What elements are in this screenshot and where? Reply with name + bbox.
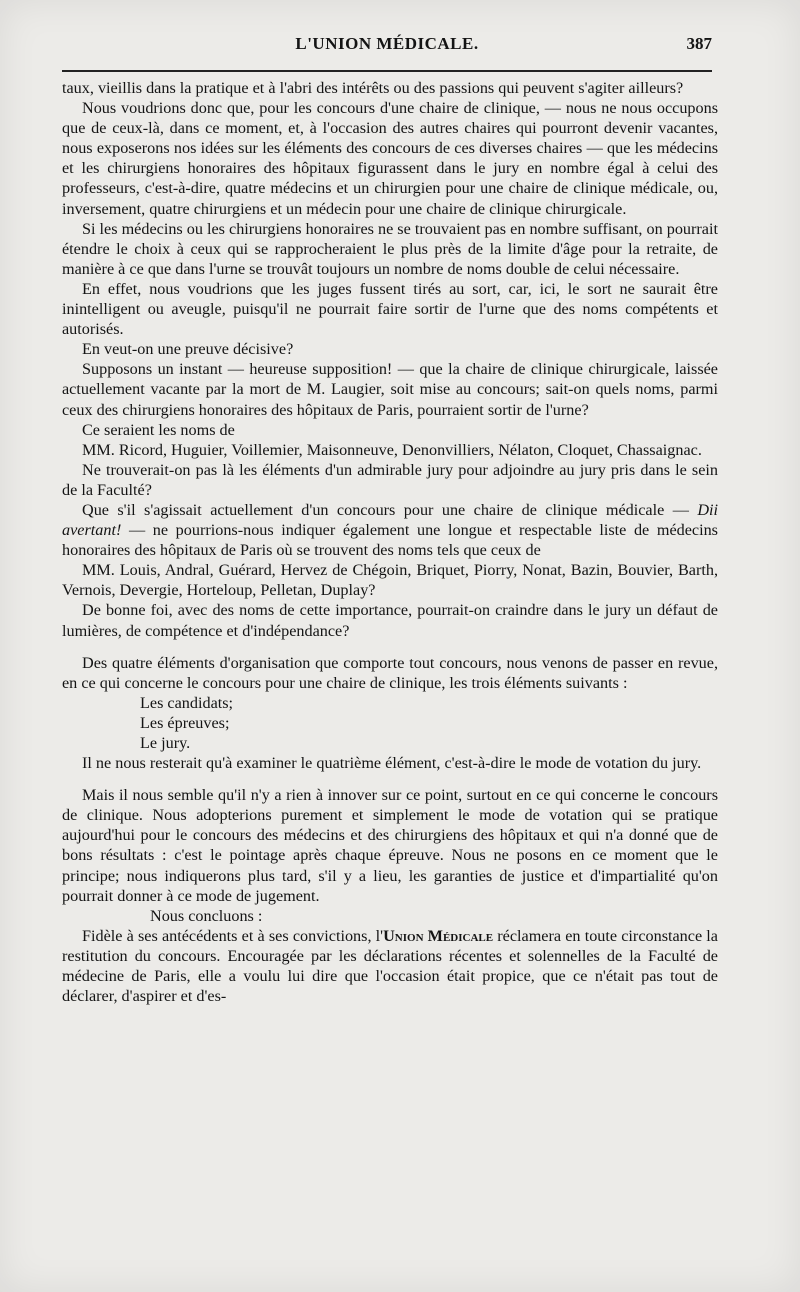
paragraph: Ce seraient les noms de — [82, 420, 235, 439]
paragraph: Mais il nous semble qu'il n'y a rien à innover sur ce point, surtout en ce qui concerne le concours de clinique. Nous adopterions purement et simplement le mode de votation qui se pratique aujourd'hui pour le concours des médecins et des chirurgiens des hôpitaux et qui n'a donné que de bons résultats : c'est le pointage après chaque épreuve. Nous ne posons en ce moment que le principe; nous indiquerons plus tard, s'il y a lieu, les garanties de justice et d'impartialité qu'on pourrait donner à ce mode de jugement. — [62, 786, 718, 905]
paragraph — [62, 500, 718, 560]
paragraph: En veut-on une preuve décisive? — [82, 340, 294, 359]
paragraph: Si les médecins ou les chirurgiens honoraires ne se trouvaient pas en nombre suffisant, on pourrait étendre le choix à ceux qui se rapprocheraient le plus près de la limite d'âge pour la retraite, de manière à ce que dans l'urne se trouvât toujours un nombre de noms double de celui nécessaire. — [62, 219, 718, 278]
header-rule — [62, 70, 712, 72]
running-title: L'UNION MÉDICALE. — [295, 34, 479, 53]
physician-names: MM. Louis, Andral, Guérard, Hervez de Chégoin, Briquet, Piorry, Nonat, Bazin, Bouvier, Barth, Vernois, Devergie, Horteloup, Pelletan, Duplay? — [62, 561, 718, 600]
paragraph: taux, vieillis dans la pratique et à l'abri des intérêts ou des passions qui peuvent s'agiter ailleurs? — [62, 79, 684, 97]
text-run: réclamera en toute circonstance la restitution du concours. Encouragée par les déclarations récentes et solennelles de la Faculté de médecine de Paris, elle a voulu lui dire que l'occasion était propice, que ce n'était pas tout de déclarer, d'aspirer et d'es- — [62, 926, 718, 1006]
paragraph: De bonne foi, avec des noms de cette importance, pourrait-on craindre dans le jury un défaut de lumières, de compétence et d'indépendance? — [62, 601, 718, 640]
paragraph: Ne trouverait-on pas là les éléments d'un admirable jury pour adjoindre au jury pris dans le sein de la Faculté? — [62, 460, 718, 499]
page-number: 387 — [686, 34, 712, 53]
conclusion-heading: Nous concluons : — [150, 906, 263, 925]
italic-phrase: Dii avertant! — [62, 500, 718, 540]
paragraph: En effet, nous voudrions que les juges fussent tirés au sort, car, ici, le sort ne saurait être inintelligent ou aveugle, puisqu'il ne pourrait faire sortir de l'urne que des noms compétents et autorisés. — [62, 279, 718, 339]
page-header — [62, 34, 712, 66]
surgeon-names: MM. Ricord, Huguier, Voillemier, Maisonneuve, Denonvilliers, Nélaton, Cloquet, Chassaignac. — [82, 440, 702, 459]
text-run: Fidèle à ses antécédents et à ses convictions, l' — [82, 926, 384, 945]
list-item: Le jury. — [140, 734, 191, 752]
text-run: Que s'il s'agissait actuellement d'un concours pour une chaire de clinique médicale — — [82, 500, 698, 519]
paragraph: Supposons un instant — heureuse supposition! — que la chaire de clinique chirurgicale, laissée actuellement vacante par la mort de M. Laugier, soit mise au concours; sait-on quels noms, parmi ceux des chirurgiens honoraires des hôpitaux de Paris, pourraient sortir de l'urne? — [62, 360, 718, 419]
paragraph: Des quatre éléments d'organisation que comporte tout concours, nous venons de passer en revue, en ce qui concerne le concours pour une chaire de clinique, les trois éléments suivants : — [62, 653, 718, 692]
journal-name: Union Médicale — [383, 926, 494, 945]
list-item: Les épreuves; — [140, 713, 230, 732]
paragraph: Il ne nous resterait qu'à examiner le quatrième élément, c'est-à-dire le mode de votation du jury. — [82, 754, 702, 773]
list-item: Les candidats; — [140, 693, 234, 712]
text-run: — ne pourrions-nous indiquer également une longue et respectable liste de médecins honoraires des hôpitaux de Paris où se trouvent des noms tels que ceux de — [62, 521, 718, 560]
paragraph — [62, 926, 718, 1006]
article-body — [62, 78, 718, 1006]
paragraph: Nous voudrions donc que, pour les concours d'une chaire de clinique, — nous ne nous occupons que de ceux-là, dans ce moment, et, à l'occasion des autres chaires qui pourront devenir vacantes, nous exposerons nos idées sur les éléments des concours de ces diverses chaires — que les médecins et les chirurgiens honoraires des hôpitaux figurassent dans le jury en nombre égal à celui des professeurs, c'est-à-dire, quatre médecins et un chirurgien pour une chaire de clinique médicale, ou, inversement, quatre chirurgiens et un médecin pour une chaire de clinique chirurgicale. — [62, 99, 718, 218]
